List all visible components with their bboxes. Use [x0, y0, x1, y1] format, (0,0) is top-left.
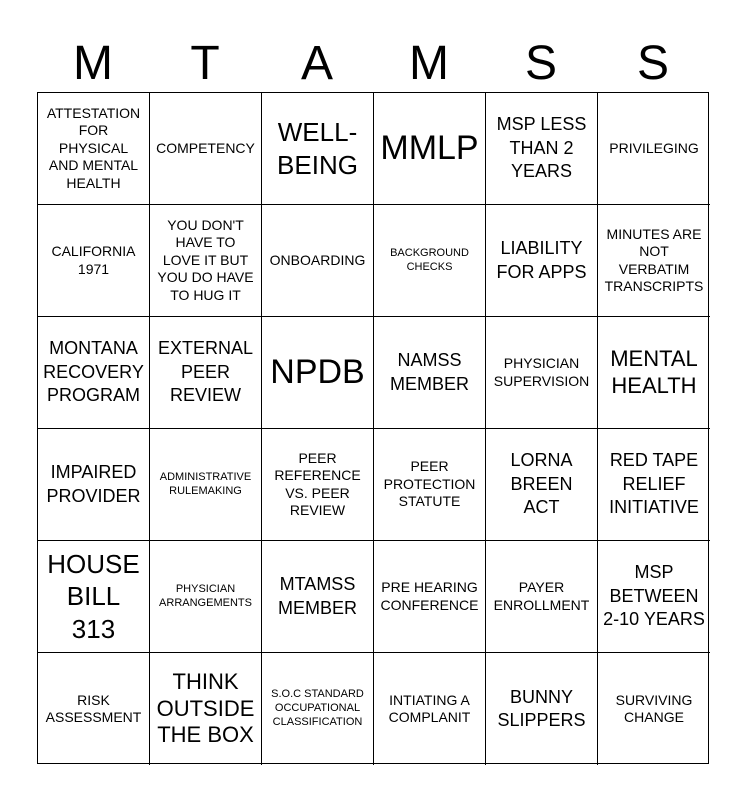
bingo-cell[interactable] [38, 205, 150, 317]
cell-text: MENTAL HEALTH [610, 346, 698, 398]
bingo-cell[interactable] [150, 541, 262, 653]
cell-text: BACKGROUND CHECKS [390, 246, 469, 273]
cell-text: RISK ASSESSMENT [45, 691, 142, 725]
cell-text: PRIVILEGING [609, 139, 699, 156]
bingo-cell[interactable] [486, 541, 598, 653]
bingo-cell[interactable] [374, 429, 486, 541]
cell-text: LIABILITY FOR APPS [496, 238, 587, 282]
bingo-cell[interactable] [374, 317, 486, 429]
bingo-cell[interactable] [38, 653, 150, 765]
cell-text: THINK OUTSIDE THE BOX [156, 669, 255, 748]
header-letter-s-2: S [636, 37, 669, 90]
cell-text: ONBOARDING [269, 251, 366, 268]
bingo-cell[interactable] [150, 317, 262, 429]
header-letter-a: A [300, 37, 333, 90]
bingo-cell[interactable] [486, 429, 598, 541]
cell-text: S.O.C STANDARD OCCUPATIONAL CLASSIFICATION [271, 688, 364, 728]
header-letter-s: S [524, 37, 557, 90]
bingo-cell[interactable] [38, 429, 150, 541]
cell-text: YOU DON'T HAVE TO LOVE IT BUT YOU DO HAVE TO HUG IT [157, 216, 254, 303]
bingo-cell[interactable] [262, 541, 374, 653]
cell-text: COMPETENCY [156, 139, 255, 156]
bingo-cell[interactable] [150, 205, 262, 317]
bingo-cell[interactable] [262, 205, 374, 317]
header-letter-m-2: M [409, 37, 449, 90]
cell-text: MINUTES ARE NOT VERBATIM TRANSCRIPTS [604, 225, 704, 294]
bingo-cell[interactable] [374, 653, 486, 765]
bingo-cell[interactable] [262, 429, 374, 541]
bingo-cell[interactable] [374, 541, 486, 653]
cell-text: PHYSICIAN ARRANGEMENTS [159, 582, 252, 609]
cell-text: IMPAIRED PROVIDER [46, 462, 141, 506]
bingo-cell[interactable] [262, 317, 374, 429]
bingo-cell[interactable] [598, 205, 710, 317]
cell-text: NAMSS MEMBER [389, 350, 469, 394]
bingo-cell[interactable] [486, 93, 598, 205]
cell-text: NPDB [270, 352, 365, 391]
bingo-cell[interactable] [598, 317, 710, 429]
cell-text: BUNNY SLIPPERS [497, 686, 586, 730]
cell-text: CALIFORNIA 1971 [51, 243, 136, 277]
header-letter-t: T [190, 37, 220, 90]
cell-text: ADMINISTRATIVE RULEMAKING [159, 470, 252, 497]
bingo-cell[interactable] [486, 317, 598, 429]
bingo-header [37, 36, 709, 92]
bingo-cell[interactable] [150, 653, 262, 765]
bingo-cell[interactable] [374, 205, 486, 317]
bingo-cell[interactable] [374, 93, 486, 205]
bingo-cell[interactable] [486, 205, 598, 317]
cell-text: EXTERNAL PEER REVIEW [157, 338, 254, 406]
bingo-cell[interactable] [598, 541, 710, 653]
bingo-cell[interactable] [38, 317, 150, 429]
cell-text: ATTESTATION FOR PHYSICAL AND MENTAL HEALTH [46, 104, 141, 191]
cell-text: RED TAPE RELIEF INITIATIVE [609, 450, 699, 518]
header-letter-m: M [73, 37, 113, 90]
bingo-cell[interactable] [598, 93, 710, 205]
bingo-cell[interactable] [150, 429, 262, 541]
cell-text: MSP LESS THAN 2 YEARS [496, 114, 587, 182]
bingo-cell[interactable] [262, 93, 374, 205]
bingo-cell[interactable] [262, 653, 374, 765]
cell-text: MMLP [380, 128, 479, 167]
cell-text: MSP BETWEEN 2-10 YEARS [603, 562, 705, 630]
cell-text: PEER REFERENCE VS. PEER REVIEW [274, 449, 361, 518]
cell-text: MTAMSS MEMBER [277, 574, 357, 618]
bingo-cell[interactable] [38, 541, 150, 653]
cell-text: SURVIVING CHANGE [615, 691, 693, 725]
bingo-cell[interactable] [486, 653, 598, 765]
cell-text: LORNA BREEN ACT [510, 450, 573, 518]
cell-text: MONTANA RECOVERY PROGRAM [43, 338, 144, 406]
cell-text: PHYSICIAN SUPERVISION [493, 355, 590, 389]
cell-text: WELL-BEING [277, 117, 358, 180]
bingo-board [37, 92, 709, 764]
cell-text: PRE HEARING CONFERENCE [380, 579, 479, 613]
cell-text: PAYER ENROLLMENT [493, 579, 590, 613]
bingo-cell[interactable] [598, 429, 710, 541]
cell-text: INTIATING A COMPLANIT [388, 691, 471, 725]
bingo-cell[interactable] [38, 93, 150, 205]
bingo-cell[interactable] [598, 653, 710, 765]
cell-text: HOUSE BILL 313 [47, 548, 140, 644]
cell-text: PEER PROTECTION STATUTE [383, 458, 476, 510]
bingo-cell[interactable] [150, 93, 262, 205]
